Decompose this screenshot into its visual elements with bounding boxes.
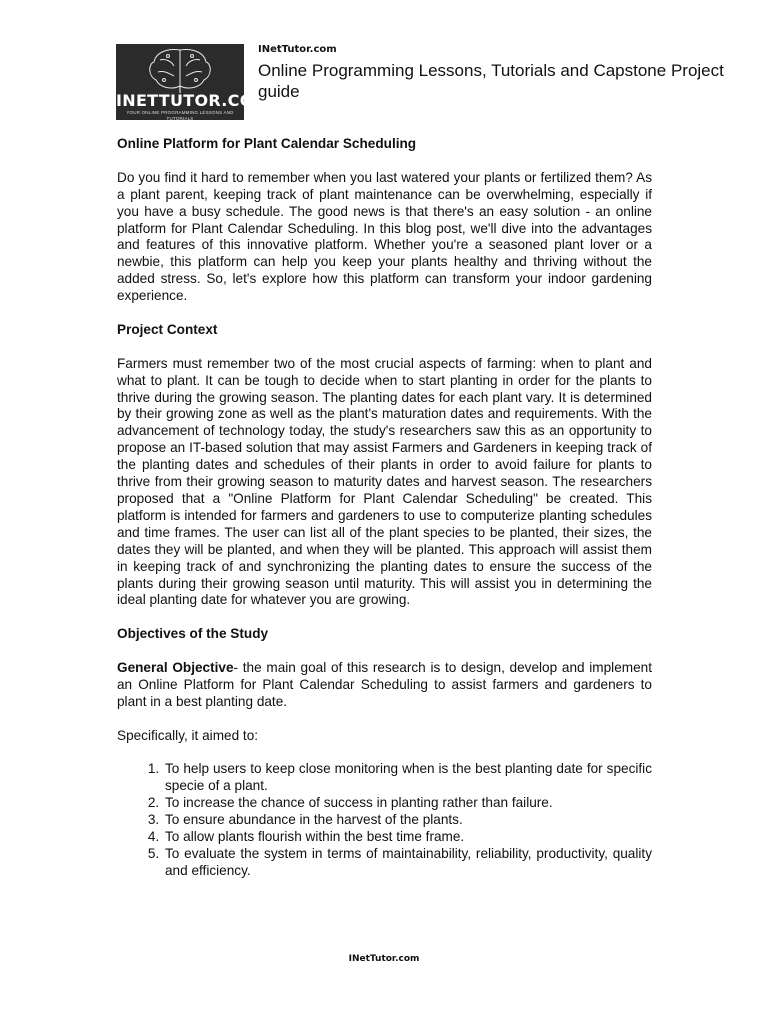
- list-item: 3. To ensure abundance in the harvest of the plants.: [163, 812, 652, 829]
- specific-objectives-intro: Specifically, it aimed to:: [117, 727, 259, 743]
- site-logo: [116, 44, 270, 121]
- page-footer: INetTutor.com: [348, 954, 420, 964]
- article-body: [117, 136, 652, 880]
- general-objective-text: - the main goal of this research is to design, develop and implement an Online Platform for Plant Calendar Scheduling to assist farmers and gardeners to plant in a best planting date.: [117, 660, 652, 709]
- logo-tagline: YOUR ONLINE PROGRAMMING LESSONS AND TUTORIALS: [126, 110, 234, 121]
- list-item: 2. To increase the chance of success in planting rather than failure.: [163, 795, 652, 812]
- intro-paragraph: Do you find it hard to remember when you last watered your plants or fertilized them? As a plant parent, keeping track of plant maintenance can be overwhelming, especially if you have a busy schedule. The good news is that there's an easy solution - an online platform for Plant Calendar Scheduling. In this blog post, we'll dive into the advantages and features of this innovative platform. Whether you're a seasoned plant lover or a newbie, this platform can help you keep your plants healthy and thriving without the added stress. So, let's explore how this platform can transform your indoor gardening experience.: [117, 169, 652, 304]
- list-item: 4. To allow plants flourish within the best time frame.: [163, 829, 652, 846]
- list-item: 5. To evaluate the system in terms of maintainability, reliability, productivity, quality and efficiency.: [163, 846, 652, 880]
- header-tagline: Online Programming Lessons, Tutorials and Capstone Project guide: [258, 61, 724, 101]
- header-site-name: INetTutor.com: [258, 44, 337, 55]
- project-context-heading: Project Context: [117, 321, 218, 337]
- list-item: 1. To help users to keep close monitoring when is the best planting date for specific specie of a plant.: [163, 761, 652, 795]
- general-objective-paragraph: [117, 660, 652, 711]
- brain-icon: [116, 44, 244, 94]
- objectives-heading: Objectives of the Study: [117, 626, 269, 642]
- general-objective-label: General Objective: [117, 660, 234, 676]
- project-context-paragraph: Farmers must remember two of the most crucial aspects of farming: when to plant and what to plant. It can be tough to decide when to start planting in order for the plants to thrive during the growing season. The planting dates for each plant vary. It is determined by their growing zone as well as the plant's maturation dates and requirements. With the advancement of technology today, the study's researchers saw this as an opportunity to propose an IT-based solution that may assist Farmers and Gardeners in keeping track of the planting dates and schedules of their plants in order to avoid failure for plants to thrive from their growing season to maturity dates and harvest season. The researchers proposed that a "Online Platform for Plant Calendar Scheduling" be created. This platform is intended for farmers and gardeners to use to computerize planting schedules and time frames. The user can list all of the plant species to be planted, their sizes, the dates they will be planted, and when they will be planted. This approach will assist them in keeping track of and synchronizing the planting dates to ensure the success of the plants during their growing season until maturity. This will assist you in determining the ideal planting date for whatever you are growing.: [117, 355, 652, 608]
- logo-wordmark: INETTUTOR.COM: [116, 91, 270, 110]
- article-title: Online Platform for Plant Calendar Scheduling: [117, 136, 417, 151]
- specific-objectives-list: [117, 761, 652, 879]
